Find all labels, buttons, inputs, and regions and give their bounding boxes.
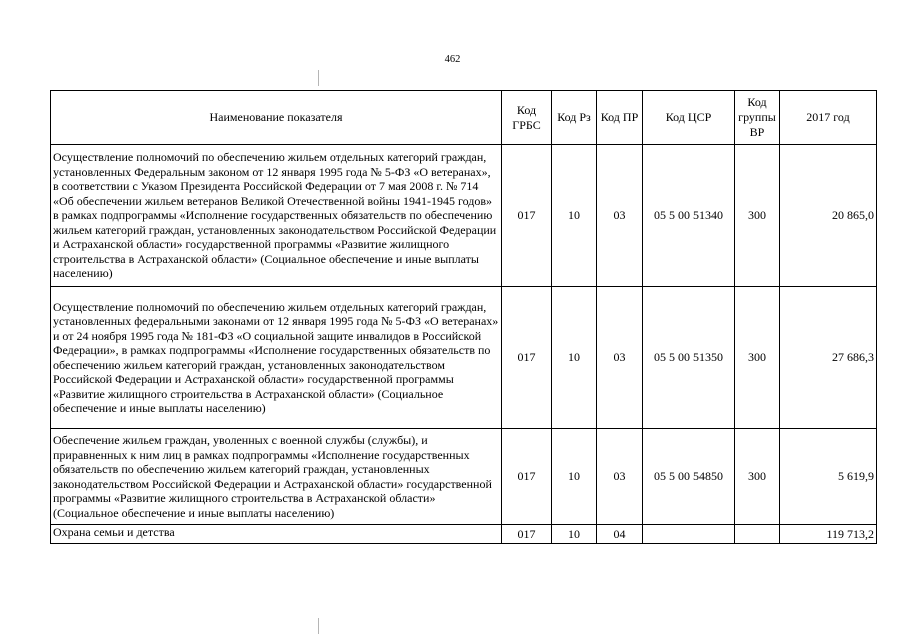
cell-pr: 03 bbox=[597, 145, 643, 287]
cell-amount: 119 713,2 bbox=[780, 525, 877, 544]
header-grbs: Код ГРБС bbox=[502, 91, 552, 145]
cell-amount: 20 865,0 bbox=[780, 145, 877, 287]
cell-name: Осуществление полномочий по обеспечению жильем отдельных категорий граждан, установленных Федеральным законом от 12 января 1995 года № 5-ФЗ «О ветеранах», в соответствии с Указом Президента Российской Федерации от 7 мая 2008 г. № 714 «Об обеспечении жильем ветеранов Великой Отечественной войны 1941-1945 годов» в рамках подпрограммы «Исполнение государственных обязательств по обеспечению жильем категорий граждан, установленных законодательством Российской Федерации и Астраханской области» государственной программы «Развитие жилищного строительства в Астраханской области» (Социальное обеспечение и иные выплаты населению) bbox=[51, 145, 502, 287]
cell-csr: 05 5 00 51350 bbox=[643, 287, 735, 429]
cell-amount: 27 686,3 bbox=[780, 287, 877, 429]
header-rz: Код Рз bbox=[552, 91, 597, 145]
cell-grbs: 017 bbox=[502, 287, 552, 429]
scan-fold-line-top bbox=[318, 70, 319, 86]
cell-csr: 05 5 00 54850 bbox=[643, 429, 735, 525]
budget-table bbox=[50, 90, 877, 544]
cell-pr: 03 bbox=[597, 287, 643, 429]
cell-pr: 03 bbox=[597, 429, 643, 525]
cell-vr: 300 bbox=[735, 145, 780, 287]
header-pr: Код ПР bbox=[597, 91, 643, 145]
header-csr: Код ЦСР bbox=[643, 91, 735, 145]
header-name: Наименование показателя bbox=[51, 91, 502, 145]
cell-rz: 10 bbox=[552, 429, 597, 525]
cell-vr: 300 bbox=[735, 287, 780, 429]
header-vr: Код группы ВР bbox=[735, 91, 780, 145]
cell-pr: 04 bbox=[597, 525, 643, 544]
page-number: 462 bbox=[444, 54, 461, 65]
cell-csr: 05 5 00 51340 bbox=[643, 145, 735, 287]
cell-grbs: 017 bbox=[502, 429, 552, 525]
table-row bbox=[51, 287, 877, 429]
table-row bbox=[51, 525, 877, 544]
table-row bbox=[51, 145, 877, 287]
table-row bbox=[51, 429, 877, 525]
cell-amount: 5 619,9 bbox=[780, 429, 877, 525]
scan-fold-line-bottom bbox=[318, 618, 319, 634]
cell-name: Осуществление полномочий по обеспечению жильем отдельных категорий граждан, установленных федеральными законами от 12 января 1995 года № 5-ФЗ «О ветеранах» и от 24 ноября 1995 года № 181-ФЗ «О социальной защите инвалидов в Российской Федерации», в рамках подпрограммы «Исполнение государственных обязательств по обеспечению жильем категорий граждан, установленных законодательством Российской Федерации и Астраханской области» государственной программы «Развитие жилищного строительства в Астраханской области» (Социальное обеспечение и иные выплаты населению) bbox=[51, 287, 502, 429]
cell-rz: 10 bbox=[552, 525, 597, 544]
cell-grbs: 017 bbox=[502, 145, 552, 287]
cell-rz: 10 bbox=[552, 145, 597, 287]
cell-name: Охрана семьи и детства bbox=[51, 525, 502, 544]
cell-csr bbox=[643, 525, 735, 544]
cell-name: Обеспечение жильем граждан, уволенных с военной службы (службы), и приравненных к ним лиц в рамках подпрограммы «Исполнение государственных обязательств по обеспечению жильем категорий граждан, установленных законодательством Российской Федерации и Астраханской области» государственной программы «Развитие жилищного строительства в Астраханской области» (Социальное обеспечение и иные выплаты населению) bbox=[51, 429, 502, 525]
cell-grbs: 017 bbox=[502, 525, 552, 544]
cell-rz: 10 bbox=[552, 287, 597, 429]
cell-vr bbox=[735, 525, 780, 544]
cell-vr: 300 bbox=[735, 429, 780, 525]
header-year: 2017 год bbox=[780, 91, 877, 145]
header-row bbox=[51, 91, 877, 145]
